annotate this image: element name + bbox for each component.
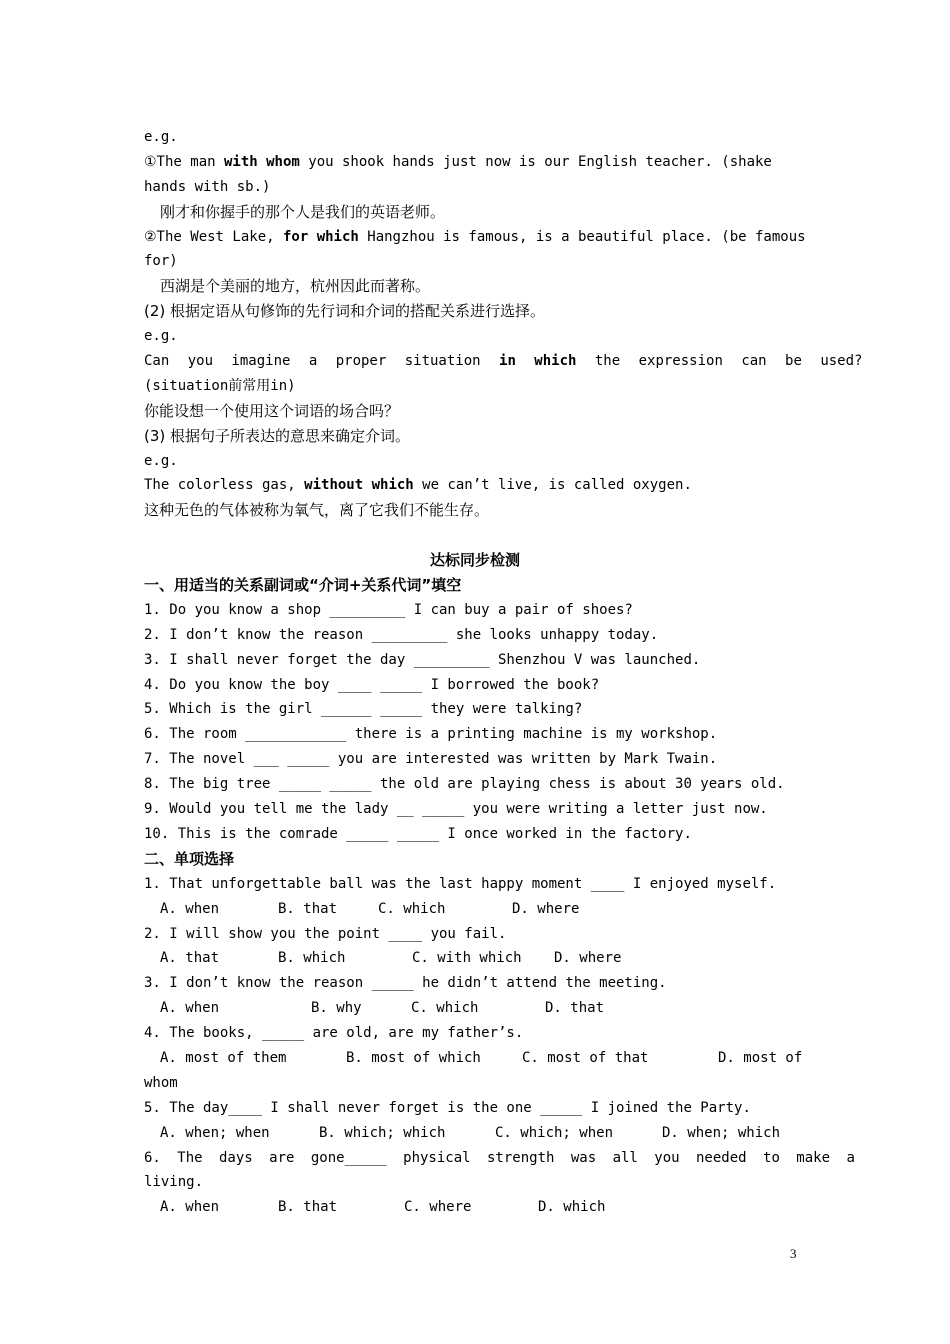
option-d: D. which <box>538 1199 606 1216</box>
option-c: C. where <box>404 1199 472 1216</box>
option-a: A. when <box>160 1199 220 1216</box>
mc-question-4: 4. The books, _____ are old, are my father’s. <box>144 1025 524 1042</box>
fill-question: 2. I don’t know the reason _________ she looks unhappy today. <box>144 626 659 643</box>
example-2: ②The West Lake, for which Hangzhou is famous, is a beautiful place. (be famous <box>144 228 806 245</box>
fill-question: 4. Do you know the boy ____ _____ I borrowed the book? <box>144 676 600 693</box>
eg-label: e.g. <box>144 328 178 345</box>
option-b: B. why <box>311 1000 362 1017</box>
mc-options-4 <box>144 1046 806 1071</box>
mc-question-2: 2. I will show you the point ____ you fail. <box>144 925 507 942</box>
option-d: D. where <box>554 950 622 967</box>
option-a: A. most of them <box>160 1049 287 1066</box>
mc-options-5 <box>144 1121 806 1146</box>
mc-question-1: 1. That unforgettable ball was the last happy moment ____ I enjoyed myself. <box>144 875 777 892</box>
fill-question: 10. This is the comrade _____ _____ I once worked in the factory. <box>144 825 692 842</box>
fill-question: 6. The room ____________ there is a printing machine is my workshop. <box>144 726 718 743</box>
example-3: Can you imagine a proper situation in which the expression can be used? <box>144 353 863 370</box>
option-b: B. most of which <box>346 1049 481 1066</box>
option-b: B. which; which <box>319 1124 446 1141</box>
option-a: A. when; when <box>160 1124 270 1141</box>
option-b: B. that <box>278 900 338 917</box>
rule-2: (2) 根据定语从句修饰的先行词和介词的搭配关系进行选择。 <box>144 302 546 321</box>
mc-question-5: 5. The day____ I shall never forget is the one _____ I joined the Party. <box>144 1099 751 1116</box>
section-2-title: 二、单项选择 <box>144 849 235 868</box>
option-c: C. which; when <box>495 1124 614 1141</box>
mc-options-2 <box>144 946 806 971</box>
example-4-translation: 这种无色的气体被称为氧气，离了它我们不能生存。 <box>144 501 490 520</box>
option-c: C. with which <box>412 950 522 967</box>
option-d: D. that <box>545 1000 605 1017</box>
example-2-cont: for) <box>144 253 178 270</box>
option-a: A. when <box>160 900 220 917</box>
mc-question-6: 6. The days are gone_____ physical strength was all you needed to make a <box>144 1149 855 1166</box>
page-number: 3 <box>790 1246 797 1261</box>
fill-question: 5. Which is the girl ______ _____ they were talking? <box>144 701 583 718</box>
fill-question: 7. The novel ___ _____ you are interested was written by Mark Twain. <box>144 751 718 768</box>
eg-label: e.g. <box>144 452 178 469</box>
example-4: The colorless gas, without which we can’t live, is called oxygen. <box>144 477 692 494</box>
mc-options-3 <box>144 996 806 1021</box>
option-d: D. when; which <box>662 1124 781 1141</box>
example-1-cont: hands with sb.) <box>144 178 271 195</box>
mc-question-3: 3. I don’t know the reason _____ he didn’t attend the meeting. <box>144 975 667 992</box>
option-c: C. which <box>378 900 446 917</box>
test-heading: 达标同步检测 <box>429 551 520 570</box>
example-2-translation: 西湖是个美丽的地方，杭州因此而著称。 <box>160 277 431 296</box>
option-d: D. where <box>512 900 580 917</box>
option-c: C. which <box>411 1000 479 1017</box>
example-3-cont: (situation前常用in) <box>144 377 296 394</box>
example-1-translation: 刚才和你握手的那个人是我们的英语老师。 <box>160 202 446 221</box>
example-3-translation: 你能设想一个使用这个词语的场合吗？ <box>144 401 400 420</box>
option-b: B. that <box>278 1199 338 1216</box>
option-d: D. most of <box>718 1049 803 1066</box>
fill-question: 8. The big tree _____ _____ the old are playing chess is about 30 years old. <box>144 776 785 793</box>
option-a: A. when <box>160 1000 220 1017</box>
rule-3: (3) 根据句子所表达的意思来确定介词。 <box>144 426 411 445</box>
mc-question-6-cont: living. <box>144 1174 204 1191</box>
section-1-title: 一、用适当的关系副词或“介词+关系代词”填空 <box>144 576 462 595</box>
option-c: C. most of that <box>522 1049 649 1066</box>
option-b: B. which <box>278 950 346 967</box>
fill-question: 1. Do you know a shop _________ I can buy a pair of shoes? <box>144 601 633 618</box>
document-body <box>144 125 863 1220</box>
example-1: ①The man with whom you shook hands just now is our English teacher. (shake <box>144 153 772 170</box>
mc-options-4-cont: whom <box>144 1074 178 1091</box>
mc-options-6 <box>144 1195 806 1220</box>
fill-question: 3. I shall never forget the day _________ Shenzhou V was launched. <box>144 651 701 668</box>
mc-options-1 <box>144 897 806 922</box>
option-a: A. that <box>160 950 220 967</box>
fill-question: 9. Would you tell me the lady __ _____ you were writing a letter just now. <box>144 801 768 818</box>
eg-label: e.g. <box>144 129 178 145</box>
